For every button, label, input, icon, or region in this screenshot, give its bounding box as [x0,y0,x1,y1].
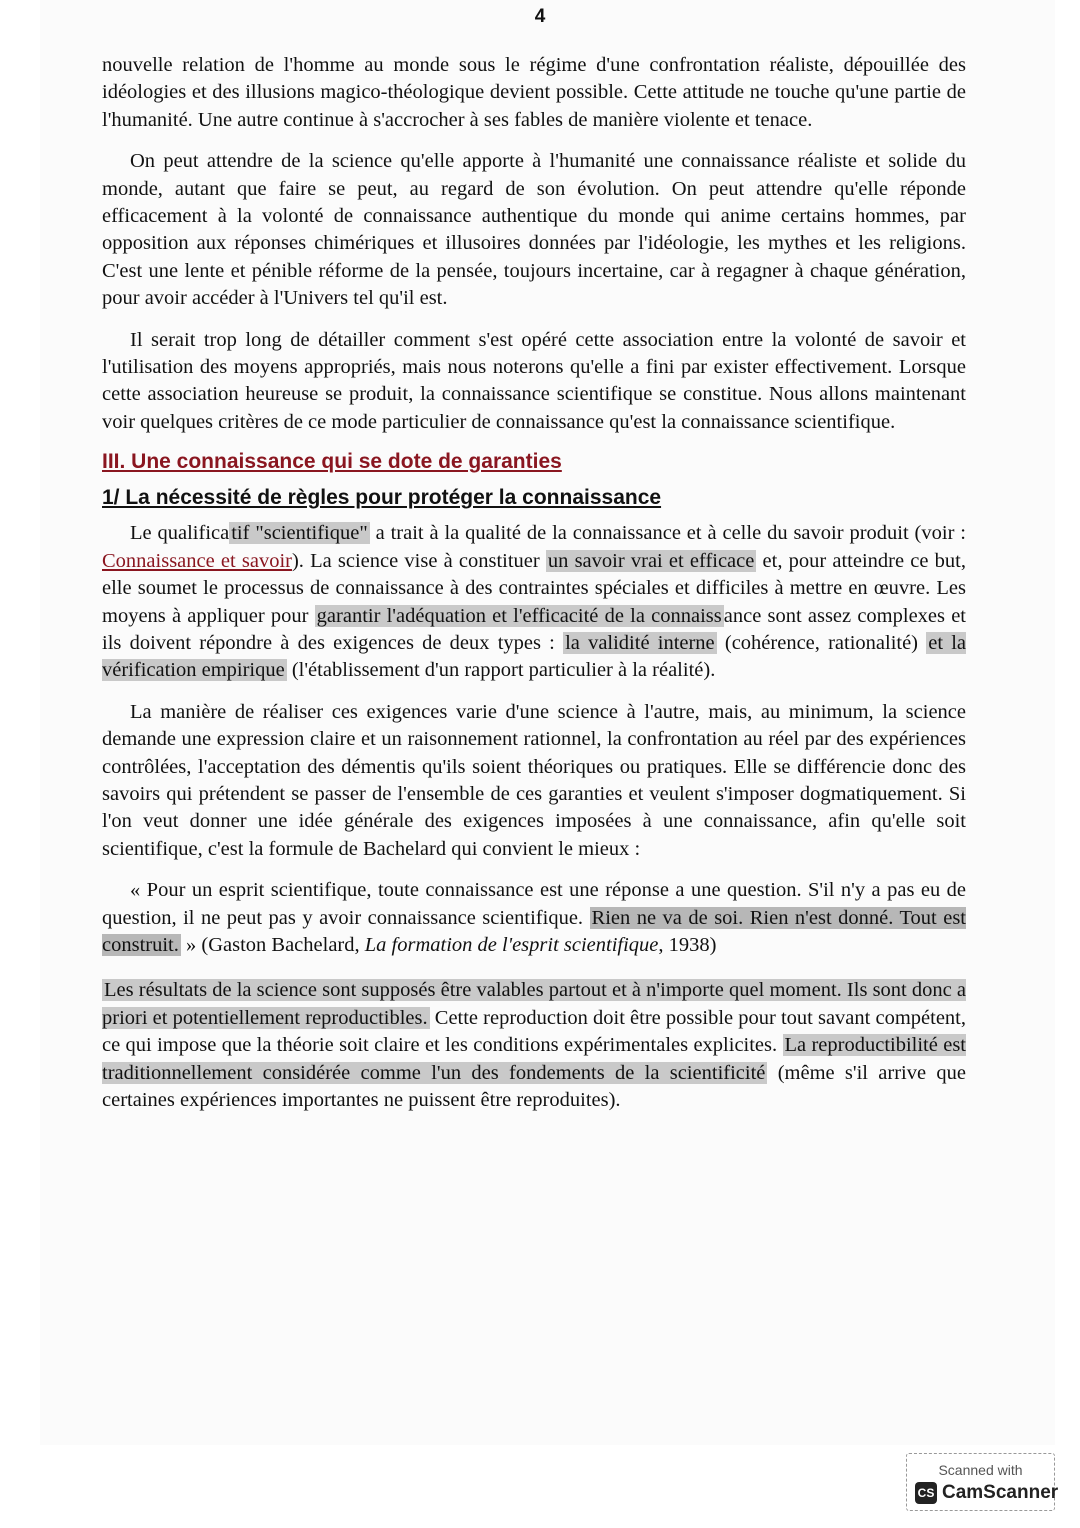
text-run: (cohérence, rationalité) [716,631,927,654]
text-run: (l'établissement d'un rapport particulier à la réalité). [286,659,716,682]
paragraph-3: Il serait trop long de détailler comment s'est opéré cette association entre la volonté de savoir et l'utilisation des moyens appropriés, mais nous noterons qu'elle a fini par exister effectivement. Lorsque cette association heureuse se produit, la connaissance scientifique se constitue. Nous allons maintenant voir quelques critères de ce mode particulier de connaissance qu'est la connaissance scientifique. [102,328,966,433]
highlight: et la vérification empirique [102,631,967,682]
text-run: ). La science vise à constituer [291,549,546,572]
highlight: La reproductibilité est traditionnellement considérée comme l'un des fondements de la scientificité [102,1034,966,1084]
text-run: ance sont assez complexes et ils doivent répondre à des exigences de deux types : [102,604,966,654]
paragraph-5: La manière de réaliser ces exigences varie d'une science à l'autre, mais, au minimum, la science demande une expression claire et un raisonnement rationnel, la confrontation au réel par des expériences contrôlées, l'acceptation des démentis qu'ils soient théoriques ou pratiques. Elle se différencie donc des savoirs qui prétendent se passer de l'ensemble de ces garanties et veulent s'imposer dogmatiquement. Si l'on veut donner une idée générale des exigences imposées à une connaissance, afin qu'elle soit scientifique, c'est la formule de Bachelard qui convient le mieux : [102,700,966,860]
link-connaissance-et-savoir[interactable]: Connaissance et savoir [102,549,292,572]
paragraph-6 [102,977,966,1114]
paragraph-4 [102,520,966,684]
camscanner-logo-icon: CS [915,1482,937,1504]
text-run: Cette reproduction doit être possible pour tout savant compétent, ce qui impose que la théorie soit claire et les conditions expérimentales explicites. [102,1006,966,1057]
text-run: et, pour atteindre ce but, elle soumet le processus de connaissance à des contraintes spéciales et difficiles à mettre en œuvre. Les moyens à appliquer pour [102,549,966,627]
scanner-watermark [906,1453,1059,1511]
text-run: Le qualifica [130,522,230,545]
scanner-caption: Scanned with [938,1462,1023,1478]
bachelard-quote [102,877,966,959]
text-run: a trait à la qualité de la connaissance et à celle du savoir produit (voir : [369,522,966,545]
text-run: « Pour un esprit scientifique, toute connaissance est une réponse a une question. S'il n'y a pas eu de question, il ne peut pas y avoir connaissance scientifique. [102,879,966,929]
highlight: garantir l'adéquation et l'efficacité de la connaiss [316,604,722,627]
scanner-brand [915,1481,1058,1505]
paragraph-2: On peut attendre de la science qu'elle apporte à l'humanité une connaissance réaliste et solide du monde, autant que faire se peut, au regard de son évolution. On peut attendre qu'elle réponde efficacement à la volonté de connaissance authentique du monde qui anime certains hommes, par opposition aux réponses chimériques et illusoires données par l'idéologie, les mythes et les religions. C'est une lente et pénible réforme de la pensée, toujours incertaine, car à regagner à chaque génération, pour avoir accéder à l'Univers tel qu'il est. [102,150,966,310]
paragraph-1: nouvelle relation de l'homme au monde sous le régime d'une confrontation réaliste, dépouillée des idéologies et des illusions magico-théologique devient possible. Cette attitude ne touche qu'une partie de l'humanité. Une autre continue à s'accrocher à ses fables de manière violente et tenace. [102,54,966,131]
text-run: » (Gaston Bachelard, [180,933,365,956]
section-title: III. Une connaissance qui se dote de garanties [102,450,562,474]
document-body [102,52,966,1114]
highlight: Rien ne va de soi. Rien n'est donné. Tout est construit. [102,906,966,956]
highlight: Les résultats de la science sont supposés être valables partout et à n'importe quel moment. Ils sont donc a priori et potentiellement reproductibles. [102,979,966,1029]
subsection-title: 1/ La nécessité de règles pour protéger la connaissance [102,486,662,510]
page-number: 4 [534,6,546,27]
highlight: tif "scientifique" [231,522,368,545]
scanner-brand-name: CamScanner [942,1482,1059,1503]
book-title: La formation de l'esprit scientifique [364,933,659,956]
text-run: (même s'il arrive que certaines expériences importantes ne puissent être reproduites). [102,1061,967,1111]
highlight: la validité interne [565,631,715,654]
text-run: , 1938) [658,933,717,956]
highlight: un savoir vrai et efficace [547,549,755,572]
